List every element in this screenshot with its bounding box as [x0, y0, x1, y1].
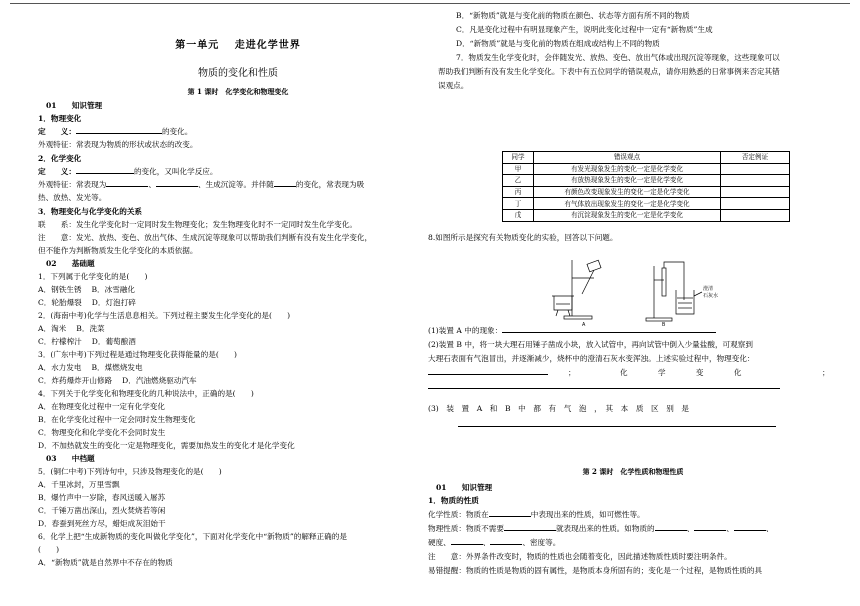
q6-option-c: C．凡是变化过程中有明显现象产生，说明此变化过程中一定有“新物质”生成	[456, 25, 713, 34]
q2-options-cd: C．柠檬榨汁 D．葡萄酿酒	[38, 337, 136, 346]
l2-section-01: 01 知识管理	[436, 483, 493, 492]
table-row	[503, 209, 790, 221]
q7-line-3: 误观点。	[438, 81, 469, 90]
blank[interactable]	[694, 523, 726, 531]
text: 物理性质：物质不需要	[428, 524, 504, 533]
blank[interactable]	[274, 179, 296, 187]
table-row	[503, 163, 790, 175]
text: 的变化，常表现为吸	[295, 180, 365, 189]
blank[interactable]	[504, 523, 556, 531]
section-02: 02 基础题	[46, 259, 95, 268]
table-header	[503, 152, 790, 164]
q8: 8.如图所示是探究有关物质变化的实验，回答以下问题。	[428, 233, 618, 242]
q3-options-ab: A．水力发电 B．煤燃烧发电	[38, 363, 143, 372]
view-cell: 有发光现象发生的变化一定是化学变化	[534, 163, 721, 175]
answer-blank[interactable]	[458, 419, 776, 427]
blank[interactable]	[490, 537, 522, 545]
q6-option-b: B．“新物质”就是与变化前的物质在颜色、状态等方面有所不同的物质	[456, 11, 690, 20]
text: 、生成沉淀等。并伴随	[197, 180, 274, 189]
label: 定 义：	[38, 127, 76, 136]
blank[interactable]	[734, 523, 766, 531]
q8-part2-line2: 大理石表面有气泡冒出，并逐渐减少，烧杯中的澄清石灰水变浑浊。上述实验过程中，物理变化：	[428, 354, 755, 363]
header-wrong-view: 错误观点	[534, 152, 721, 164]
l2-physical-property: 物理性质：物质不需要 就表现出来的性质。如物质的 、 、 、	[428, 524, 774, 533]
answer-cell[interactable]	[721, 186, 790, 198]
lesson2-title: 第 2 课时 化学性质和物理性质	[582, 467, 684, 476]
header-student: 同学	[503, 152, 534, 164]
chemical-change-definition	[38, 166, 218, 178]
heading-relationship: 3．物理变化与化学变化的关系	[38, 207, 143, 216]
q5-option-a: A．千里冰封，万里雪飘	[38, 480, 120, 489]
q8-part3: (3) 装 置 A 和 B 中 都 有 气 泡 ， 其 本 质 区 别 是	[428, 404, 690, 413]
q6-option-a: A．“新物质”就是自然界中不存在的物质	[38, 558, 173, 567]
answer-cell[interactable]	[721, 198, 790, 210]
relationship-note: 注 意：发光、放热、变色、放出气体、生成沉淀等现象可以帮助我们判断有没有发生化学变化，	[38, 233, 373, 242]
student-cell: 丙	[503, 186, 534, 198]
text: 、密度等。	[522, 538, 561, 547]
q8-part2-line1: (2)装置 B 中，将一块大理石用锤子凿成小块，放入试管中，再向试管中倒入少量盐酸，可观察到	[428, 340, 753, 349]
q4-option-d: D．不加热就发生的变化一定是物理变化，需要加热发生的变化才是化学变化	[38, 441, 295, 450]
q6: 6．化学上把“生成新物质的变化叫做化学变化”，下面对化学变化中“新物质”的解释正确的是	[38, 532, 347, 541]
text: 的变化，又叫化学反应。	[133, 167, 218, 176]
q5: 5．(铜仁中考)下列诗句中，只涉及物理变化的是( )	[38, 467, 222, 476]
q1: 1．下列属于化学变化的是( )	[38, 272, 148, 281]
figure-label-a: A	[582, 322, 586, 328]
answer-blank[interactable]	[428, 367, 548, 375]
figure-label-b: B	[662, 322, 666, 328]
separator: ；	[568, 368, 576, 377]
q4-option-c: C．物理变化和化学变化不会同时发生	[38, 428, 166, 437]
chemical-change-feature	[38, 179, 364, 191]
blank[interactable]	[156, 179, 198, 187]
q3: 3．(广东中考)下列过程是通过物理变化获得能量的是( )	[38, 350, 237, 359]
student-cell: 甲	[503, 163, 534, 175]
q6-option-d: D．“新物质”就是与变化前的物质在组成或结构上不同的物质	[456, 39, 660, 48]
apparatus-a-icon	[552, 260, 601, 319]
q8-part2-line4	[428, 381, 780, 393]
table-row	[503, 198, 790, 210]
relationship-link: 联 系：发生化学变化时一定同时发生物理变化；发生物理变化时不一定同时发生化学变化。	[38, 220, 357, 229]
l2-heading-properties: 1．物质的性质	[428, 496, 479, 505]
chemical-change-label: 化 学 变 化	[620, 368, 742, 377]
q3-options-cd: C．炸药爆炸开山修路 D．汽油燃烧驱动汽车	[38, 376, 197, 385]
table-row	[503, 175, 790, 187]
view-cell: 有沉淀现象发生的变化一定是化学变化	[534, 209, 721, 221]
student-cell: 戊	[503, 209, 534, 221]
q5-option-b: B．爆竹声中一岁除，春风送暖入屠苏	[38, 493, 166, 502]
physical-change-feature: 外观特征：常表现为物质的形状或状态的改变。	[38, 140, 198, 149]
label: 定 义：	[38, 167, 76, 176]
section-03: 03 中档题	[46, 454, 95, 463]
l2-note: 注 意：外界条件改变时，物质的性质也会随着变化，因此描述物质性质时要注明条件。	[428, 552, 732, 561]
l2-physical-property-cont: 硬度、 、 、密度等。	[428, 538, 561, 547]
student-cell: 丁	[503, 198, 534, 210]
text: 、	[148, 180, 156, 189]
q4-option-b: B．在化学变化过程中一定会同时发生物理变化	[38, 415, 196, 424]
answer-blank[interactable]	[502, 325, 716, 333]
view-cell: 有气体放出现象发生的变化一定是化学变化	[534, 198, 721, 210]
header-counterexample: 否定例证	[721, 152, 790, 164]
q7-line-2: 帮助我们判断有没有发生化学变化。下表中有五位同学的错误观点，请你用熟悉的日常事例来否定其错	[438, 67, 780, 76]
q8-part1	[428, 325, 716, 337]
limewater-label-line2: 石灰水	[703, 293, 719, 299]
table-row	[503, 186, 790, 198]
q1-options-ab: A．钢铁生锈 B．冰雪融化	[38, 285, 136, 294]
apparatus-figure	[542, 256, 730, 328]
answer-blank[interactable]	[428, 381, 780, 389]
heading-chemical-change: 2．化学变化	[38, 154, 82, 163]
lesson-title: 第 1 课时 化学变化和物理变化	[187, 87, 289, 96]
physical-change-definition	[38, 126, 192, 138]
q5-option-c: C．千锤万凿出深山，烈火焚烧若等闲	[38, 506, 166, 515]
q8-part3-answer	[458, 419, 776, 431]
text: 硬度、	[428, 538, 451, 547]
error-table	[502, 151, 790, 222]
q8-part2-line3	[428, 367, 838, 379]
text: 就表现出来的性质。如物质的	[555, 524, 655, 533]
text: (1)装置 A 中的现象：	[428, 326, 503, 335]
text: 中表现出来的性质，如可燃性等。	[530, 510, 645, 519]
text: 的变化。	[161, 127, 193, 136]
blank[interactable]	[76, 126, 162, 134]
q4: 4．下列关于化学变化和物理变化的几种说法中，正确的是( )	[38, 389, 254, 398]
view-cell: 有放热现象发生的变化一定是化学变化	[534, 175, 721, 187]
unit-title: 第一单元 走进化学世界	[175, 40, 301, 51]
q2-options-ab: A．淘米 B．洗菜	[38, 324, 105, 333]
q4-option-a: A．在物理变化过程中一定有化学变化	[38, 402, 165, 411]
relationship-note-cont: 但不能作为判断物质发生化学变化的本质依据。	[38, 246, 198, 255]
chemical-change-feature-cont: 热、放热、发光等。	[38, 193, 107, 202]
blank[interactable]	[655, 523, 687, 531]
q5-option-d: D．春蚕到死丝方尽，蜡炬成灰泪始干	[38, 519, 166, 528]
section-01: 01 知识管理	[46, 101, 103, 110]
q1-options-cd: C．轮胎爆裂 D．灯泡打碎	[38, 298, 136, 307]
blank[interactable]	[76, 166, 134, 174]
answer-cell[interactable]	[721, 163, 790, 175]
answer-cell[interactable]	[721, 209, 790, 221]
l2-tip: 易错提醒：物质的性质是物质的固有属性，是物质本身所固有的；变化是一个过程，是物质性质的具	[428, 566, 763, 575]
view-cell: 有颜色改变现象发生的变化一定是化学变化	[534, 186, 721, 198]
l2-chemical-property	[428, 509, 645, 521]
text: 外观特征：常表现为	[38, 180, 107, 189]
heading-physical-change: 1．物理变化	[38, 114, 82, 123]
top-rule	[10, 3, 850, 4]
topic-title: 物质的变化和性质	[198, 68, 278, 79]
text: 化学性质：物质在	[428, 510, 489, 519]
blank[interactable]	[451, 537, 483, 545]
q2: 2．(海南中考)化学与生活息息相关。下列过程主要发生化学变化的是( )	[38, 311, 291, 320]
apparatus-b-icon	[646, 262, 702, 321]
blank[interactable]	[106, 179, 148, 187]
separator: ；	[822, 368, 830, 377]
answer-cell[interactable]	[721, 175, 790, 187]
student-cell: 乙	[503, 175, 534, 187]
blank[interactable]	[489, 509, 531, 517]
q7-line-1: 7．物质发生化学变化时，会伴随发光、放热、变色、放出气体或出现沉淀等现象，这些现象可以	[456, 53, 780, 62]
limewater-label-line1: 澄清	[703, 286, 714, 292]
q6-paren: ( )	[38, 545, 60, 554]
